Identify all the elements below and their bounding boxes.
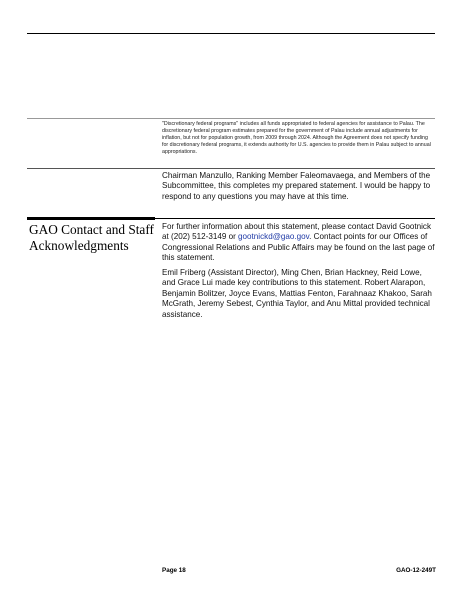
contact-text-after: . Contact points for our Offices of Congressional Relations and Public Affairs may be found on the last page of this statement. bbox=[162, 232, 435, 263]
closing-divider bbox=[27, 168, 435, 169]
footnote-text: "Discretionary federal programs" includes all funds appropriated to federal agencies for assistance to Palau. The discretionary federal program estimates prepared for the government of Palau include annual adjustments for inflation, but not for population growth, from 2009 through 2024. Although the Agreement does not specify funding for discretionary federal programs, it extends authority for U.S. agencies to provide them in Palau subject to annual appropriations. bbox=[162, 121, 431, 156]
acknowledgments-paragraph: Emil Friberg (Assistant Director), Ming Chen, Brian Hackney, Reid Lowe, and Grace Lui made key contributions to this statement. Robert Alarapon, Benjamin Bolitzer, Joyce Evans, Mattias Fenton, Farahnaaz Khakoo, Sarah McGrath, Jeremy Sebest, Cynthia Taylor, and Anu Mittal provided technical assistance. bbox=[162, 268, 432, 319]
section-heading-rule bbox=[27, 217, 155, 220]
section-heading: GAO Contact and Staff Acknowledgments bbox=[29, 222, 154, 253]
contact-email-link[interactable]: gootnickd@gao.gov bbox=[238, 232, 310, 242]
contact-text-before: For further information about this statement, please contact David Gootnick at (202) 512-3149 or bbox=[162, 222, 432, 242]
footnote-divider bbox=[27, 118, 435, 119]
page-number: Page 18 bbox=[162, 567, 186, 574]
section-body-rule bbox=[155, 218, 435, 219]
closing-statement: Chairman Manzullo, Ranking Member Faleomavaega, and Members of the Subcommittee, this completes my prepared statement. I would be happy to respond to any questions you may have at this time. bbox=[162, 171, 431, 201]
top-rule bbox=[27, 33, 435, 34]
report-id: GAO-12-249T bbox=[396, 567, 436, 574]
contact-paragraph bbox=[162, 222, 436, 264]
